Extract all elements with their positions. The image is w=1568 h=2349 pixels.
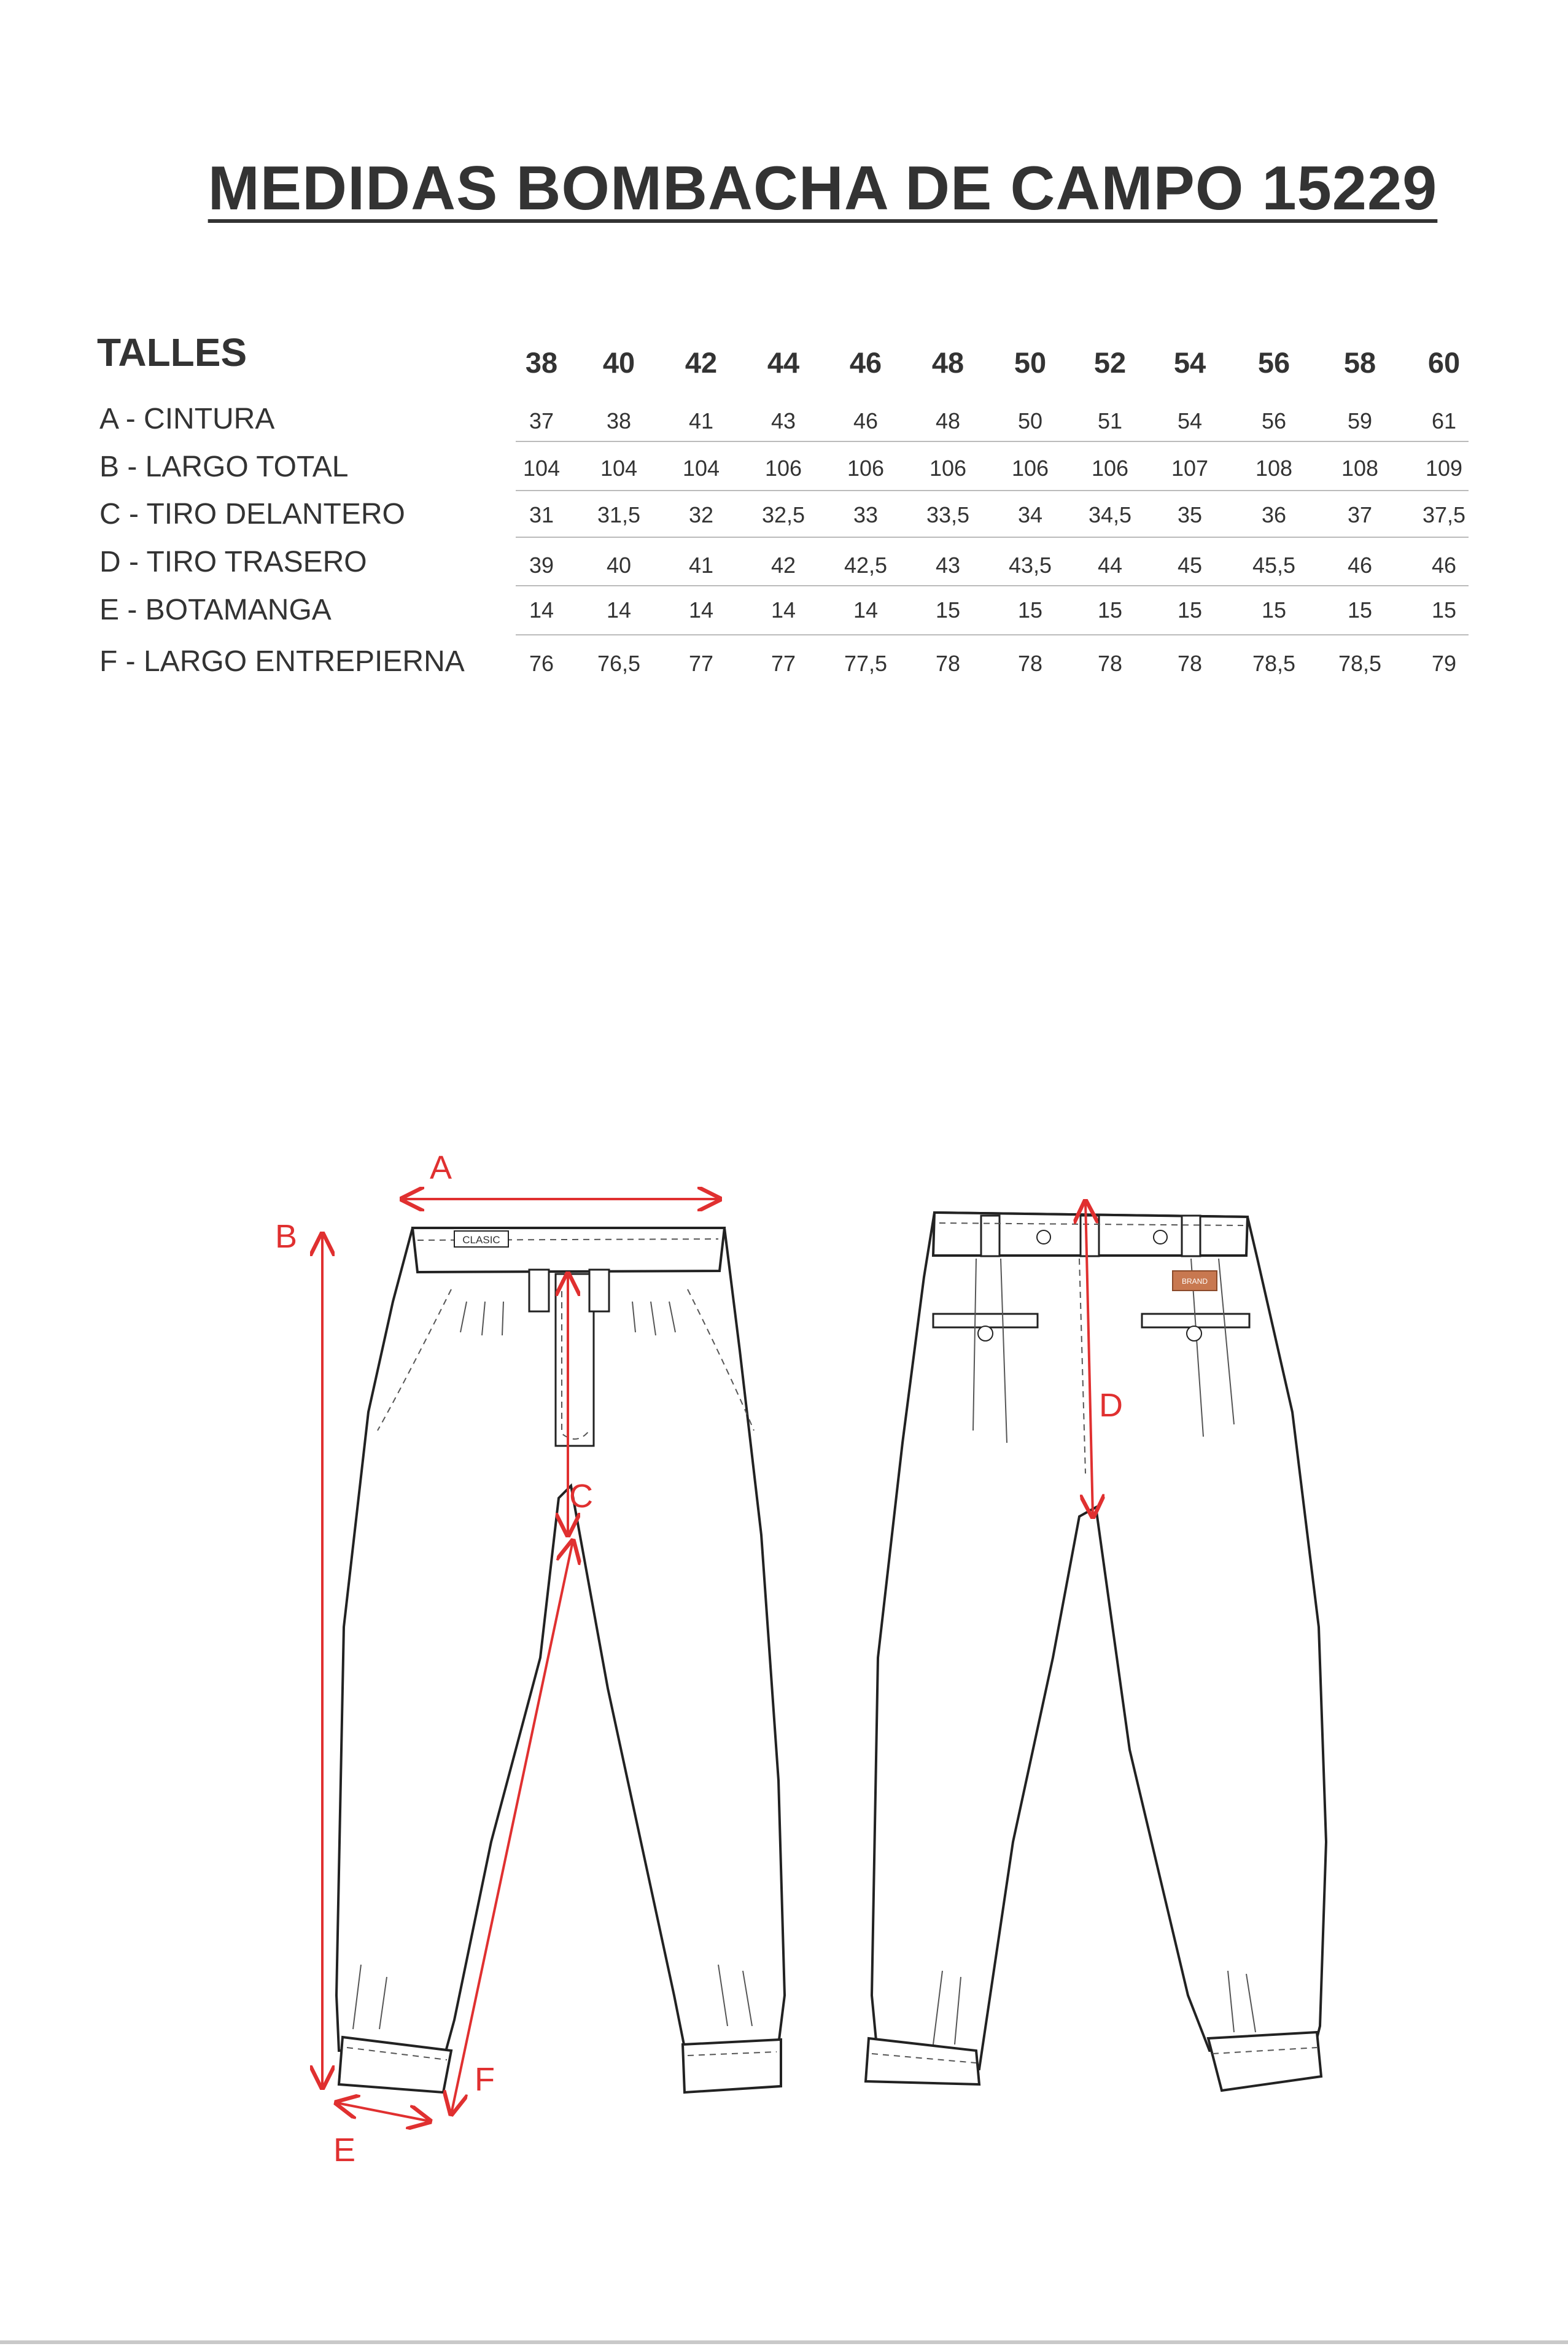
row-label: F - LARGO ENTREPIERNA — [99, 645, 465, 678]
table-cell: 108 — [1341, 456, 1379, 481]
table-cell: 48 — [935, 408, 961, 433]
row-label: A - CINTURA — [99, 403, 275, 435]
table-cell: 78,5 — [1252, 651, 1296, 676]
table-cell: 45,5 — [1252, 553, 1296, 578]
table-cell: 33,5 — [926, 502, 970, 527]
table-cell: 36 — [1261, 502, 1287, 527]
table-cell: 15 — [1177, 597, 1203, 623]
measure-a-label: A — [430, 1149, 452, 1186]
measure-e-label: E — [333, 2132, 356, 2168]
table-cell: 78 — [1017, 651, 1043, 676]
table-cell: 104 — [682, 456, 720, 481]
table-cell: 41 — [688, 553, 714, 578]
back-view-pants — [866, 1213, 1326, 2091]
back-right-cuff — [1208, 2032, 1321, 2091]
table-cell: 37 — [529, 408, 554, 433]
table-cell: 34 — [1017, 502, 1043, 527]
size-header-40: 40 — [602, 346, 635, 379]
size-header-46: 46 — [849, 346, 882, 379]
table-cell: 104 — [600, 456, 638, 481]
table-cell: 79 — [1431, 651, 1457, 676]
size-header-54: 54 — [1173, 346, 1206, 379]
table-cell: 33 — [853, 502, 879, 527]
table-cell: 54 — [1177, 408, 1203, 433]
table-cell: 43 — [770, 408, 796, 433]
back-label-tag-text: BRAND — [1181, 1277, 1208, 1286]
table-cell: 77,5 — [844, 651, 888, 676]
table-cell: 14 — [770, 597, 796, 623]
table-cell: 106 — [929, 456, 967, 481]
table-cell: 61 — [1431, 408, 1457, 433]
table-cell: 42,5 — [844, 553, 888, 578]
front-right-cuff — [683, 2040, 781, 2092]
table-cell: 44 — [1097, 553, 1123, 578]
table-cell: 51 — [1097, 408, 1123, 433]
table-cell: 14 — [688, 597, 714, 623]
table-header-label: TALLES — [97, 330, 247, 375]
table-cell: 46 — [1347, 553, 1373, 578]
size-header-44: 44 — [767, 346, 800, 379]
table-cell: 109 — [1425, 456, 1463, 481]
table-cell: 41 — [688, 408, 714, 433]
row-label: D - TIRO TRASERO — [99, 546, 367, 578]
table-cell: 14 — [606, 597, 632, 623]
table-cell: 56 — [1261, 408, 1287, 433]
table-cell: 76,5 — [597, 651, 641, 676]
table-cell: 15 — [1347, 597, 1373, 623]
back-waist-button-left — [1037, 1230, 1050, 1244]
measure-b-label: B — [275, 1218, 298, 1255]
table-cell: 15 — [1261, 597, 1287, 623]
table-cell: 31 — [529, 502, 554, 527]
measure-c-label: C — [569, 1478, 593, 1515]
table-cell: 37,5 — [1422, 502, 1466, 527]
row-label: B - LARGO TOTAL — [99, 451, 349, 483]
page-title: MEDIDAS BOMBACHA DE CAMPO 15229 — [208, 154, 1438, 223]
size-header-48: 48 — [931, 346, 964, 379]
table-cell: 76 — [529, 651, 554, 676]
table-cell: 46 — [853, 408, 879, 433]
table-cell: 34,5 — [1088, 502, 1132, 527]
table-cell: 78 — [1177, 651, 1203, 676]
table-cell: 15 — [1431, 597, 1457, 623]
table-cell: 106 — [1091, 456, 1129, 481]
table-cell: 14 — [853, 597, 879, 623]
table-cell: 77 — [770, 651, 796, 676]
table-cell: 108 — [1255, 456, 1293, 481]
table-cell: 104 — [522, 456, 561, 481]
table-cell: 38 — [606, 408, 632, 433]
table-cell: 42 — [770, 553, 796, 578]
table-cell: 32,5 — [761, 502, 805, 527]
back-right-button — [1187, 1326, 1201, 1341]
back-belt-loop-right — [1182, 1216, 1200, 1256]
measure-d-label: D — [1099, 1387, 1123, 1424]
table-cell: 15 — [935, 597, 961, 623]
table-cell: 15 — [1017, 597, 1043, 623]
back-pants-outline — [872, 1213, 1326, 2069]
table-cell: 50 — [1017, 408, 1043, 433]
table-cell: 78,5 — [1338, 651, 1382, 676]
waistband-text: CLASIC — [462, 1234, 500, 1246]
measure-e-line — [336, 2103, 430, 2121]
table-cell: 40 — [606, 553, 632, 578]
size-header-52: 52 — [1093, 346, 1127, 379]
front-belt-loop — [529, 1270, 549, 1311]
table-cell: 43 — [935, 553, 961, 578]
table-cell: 15 — [1097, 597, 1123, 623]
table-cell: 106 — [1011, 456, 1049, 481]
table-cell: 106 — [847, 456, 885, 481]
measure-f-label: F — [475, 2061, 495, 2098]
table-cell: 78 — [1097, 651, 1123, 676]
table-cell: 14 — [529, 597, 554, 623]
size-header-50: 50 — [1014, 346, 1047, 379]
back-belt-loop-left — [981, 1216, 999, 1256]
size-header-58: 58 — [1343, 346, 1376, 379]
table-cell: 32 — [688, 502, 714, 527]
table-cell: 78 — [935, 651, 961, 676]
table-cell: 43,5 — [1008, 553, 1052, 578]
back-belt-loop-center — [1081, 1216, 1099, 1256]
front-pants-outline — [336, 1228, 785, 2054]
bottom-border — [0, 2340, 1568, 2344]
table-cell: 35 — [1177, 502, 1203, 527]
table-cell: 37 — [1347, 502, 1373, 527]
row-label: C - TIRO DELANTERO — [99, 498, 405, 530]
size-header-42: 42 — [685, 346, 718, 379]
front-belt-loop-right — [589, 1270, 609, 1311]
table-cell: 45 — [1177, 553, 1203, 578]
size-header-60: 60 — [1427, 346, 1461, 379]
table-cell: 107 — [1171, 456, 1209, 481]
table-cell: 39 — [529, 553, 554, 578]
table-cell: 59 — [1347, 408, 1373, 433]
back-left-button — [978, 1326, 993, 1341]
table-cell: 77 — [688, 651, 714, 676]
size-header-38: 38 — [525, 346, 558, 379]
front-view-pants — [336, 1228, 785, 2092]
back-waist-button-right — [1154, 1230, 1167, 1244]
size-header-56: 56 — [1257, 346, 1290, 379]
back-left-pocket-flap — [933, 1314, 1038, 1327]
table-cell: 31,5 — [597, 502, 641, 527]
table-cell: 46 — [1431, 553, 1457, 578]
table-cell: 106 — [764, 456, 802, 481]
row-label: E - BOTAMANGA — [99, 594, 332, 626]
